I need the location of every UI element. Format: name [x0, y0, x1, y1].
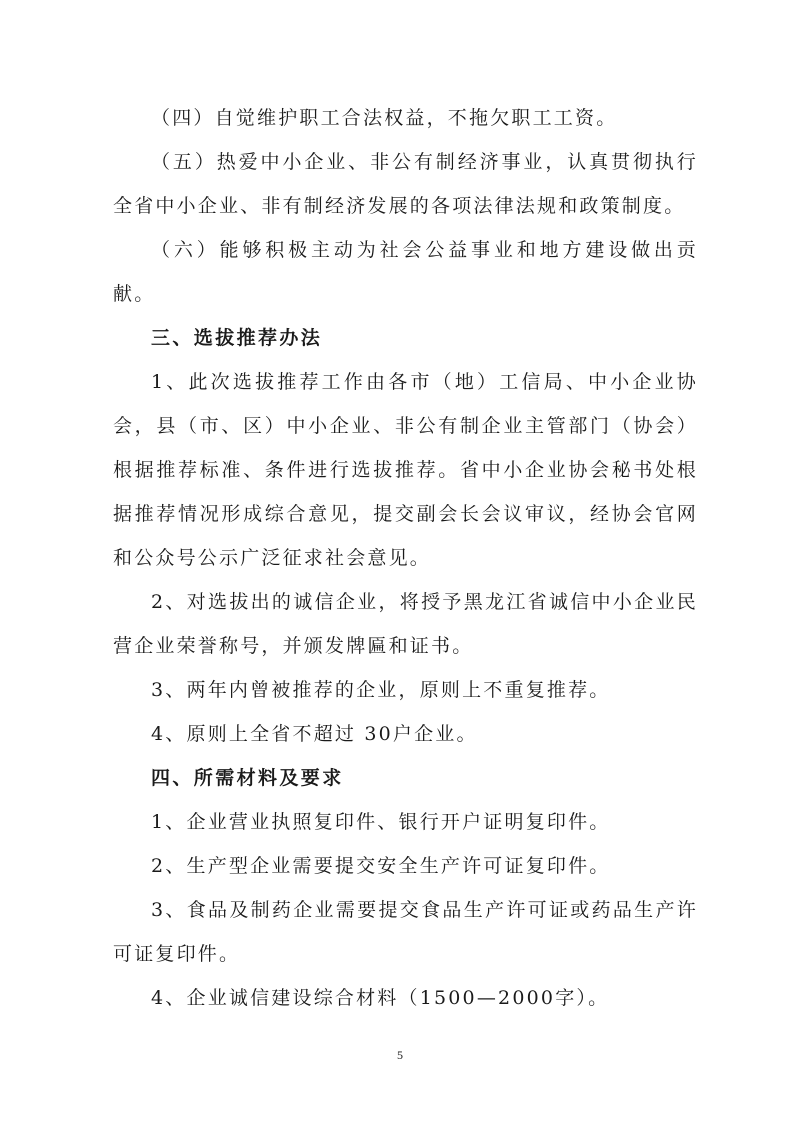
paragraph-method-3: 3、两年内曾被推荐的企业，原则上不重复推荐。 — [151, 679, 611, 701]
section-heading-selection-method: 三、选拔推荐办法 — [151, 327, 323, 349]
paragraph-item-6: （六）能够积极主动为社会公益事业和地方建设做出贡献。 — [113, 239, 698, 305]
paragraph-material-1: 1、企业营业执照复印件、银行开户证明复印件。 — [151, 811, 611, 833]
paragraph-method-4: 4、原则上全省不超过 30户企业。 — [151, 723, 478, 745]
paragraph-item-4: （四）自觉维护职工合法权益，不拖欠职工工资。 — [151, 107, 618, 129]
paragraph-method-2: 2、对选拔出的诚信企业，将授予黑龙江省诚信中小企业民营企业荣誉称号，并颁发牌匾和证书。 — [113, 591, 698, 657]
section-heading-required-materials: 四、所需材料及要求 — [151, 767, 344, 789]
paragraph-material-4: 4、企业诚信建设综合材料（1500—2000字）。 — [151, 987, 610, 1009]
paragraph-method-1: 1、此次选拔推荐工作由各市（地）工信局、中小企业协会，县（市、区）中小企业、非公有制企业主管部门（协会）根据推荐标准、条件进行选拔推荐。省中小企业协会秘书处根据推荐情况形成综合意见，提交副会长会议审议，经协会官网和公众号公示广泛征求社会意见。 — [113, 371, 698, 569]
paragraph-material-2: 2、生产型企业需要提交安全生产许可证复印件。 — [151, 855, 611, 877]
paragraph-material-3: 3、食品及制药企业需要提交食品生产许可证或药品生产许可证复印件。 — [113, 899, 698, 965]
paragraph-item-5: （五）热爱中小企业、非公有制经济事业，认真贯彻执行全省中小企业、非有制经济发展的各项法律法规和政策制度。 — [113, 151, 698, 217]
page-number: 5 — [397, 1048, 403, 1062]
document-body — [113, 96, 698, 1020]
